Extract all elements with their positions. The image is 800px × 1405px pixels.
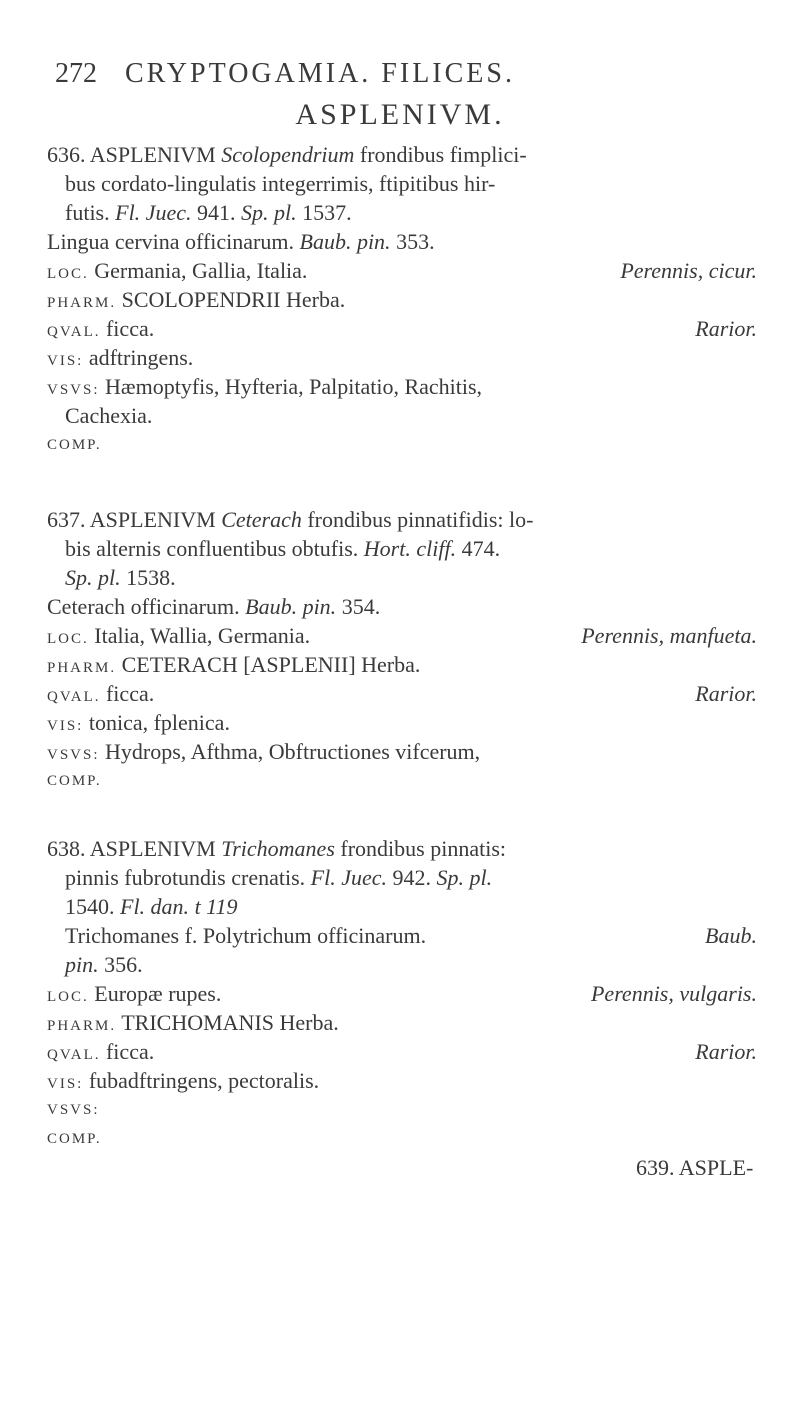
page-number: 272: [55, 58, 97, 89]
reference-number: 356.: [104, 952, 143, 977]
common-name: Ceterach officinarum.: [47, 594, 240, 619]
loc-note: Perennis, cicur.: [620, 258, 757, 283]
qval-note: Rarior.: [695, 1039, 757, 1064]
pharm-value: SCOLOPENDRII Herba.: [121, 287, 346, 312]
pharm-label: PHARM.: [47, 1018, 117, 1034]
reference: Sp. pl.: [65, 565, 121, 590]
loc-label: LOC.: [47, 266, 89, 282]
pharm-value: TRICHOMANIS Herba.: [121, 1010, 339, 1035]
loc-label: LOC.: [47, 989, 89, 1005]
qval-value: ficca.: [105, 681, 155, 706]
qval-note: Rarior.: [695, 316, 757, 341]
running-title: CRYPTOGAMIA. FILICES.: [125, 58, 515, 89]
entry-number: 638.: [47, 836, 86, 861]
vsvs-line-2: Cachexia.: [65, 403, 153, 428]
species-name: Scolopendrium: [221, 142, 355, 167]
loc-line: [47, 981, 757, 1010]
pharm-label: PHARM.: [47, 660, 117, 676]
qval-label: QVAL.: [47, 1047, 101, 1063]
vsvs-value: Hydrops, Afthma, Obftructiones vifcerum,: [105, 739, 481, 764]
reference: Baub. pin.: [299, 229, 391, 254]
reference-number: 1540.: [65, 894, 115, 919]
loc-line: [47, 258, 757, 287]
common-ref-line: [65, 952, 143, 978]
loc-note: Perennis, manfueta.: [581, 623, 757, 648]
reference-line: [65, 565, 176, 591]
qval-note: Rarior.: [695, 681, 757, 706]
pharm-line: [47, 287, 345, 316]
vsvs-value: Hæmoptyfis, Hyfteria, Palpitatio, Rachitis,: [105, 374, 483, 399]
reference: Baub. pin.: [245, 594, 337, 619]
vsvs-label: VSVS:: [47, 382, 100, 398]
running-head: [55, 58, 755, 90]
description-line: bus cordato-lingulatis integerrimis, ftipitibus hir-: [65, 171, 496, 196]
reference-number: 354.: [341, 594, 381, 619]
comp-label: COMP.: [47, 773, 102, 789]
entry-heading: [47, 507, 533, 533]
species-name: Ceterach: [221, 507, 302, 532]
loc-value: Europæ rupes.: [94, 981, 222, 1006]
loc-note-part: vulgaris.: [679, 981, 757, 1006]
pharm-label: PHARM.: [47, 295, 117, 311]
vsvs-label: VSVS:: [47, 747, 100, 763]
vis-line: [47, 710, 230, 739]
loc-value: Germania, Gallia, Italia.: [94, 258, 308, 283]
reference: pin.: [65, 952, 99, 977]
qval-line: [47, 1039, 757, 1068]
vsvs-label: VSVS:: [47, 1102, 100, 1118]
qval-line: [47, 316, 757, 345]
loc-label: LOC.: [47, 631, 89, 647]
loc-note-part: Perennis,: [590, 981, 674, 1006]
species-name: Trichomanes: [221, 836, 335, 861]
entry-number: 637.: [47, 507, 86, 532]
loc-value: Italia, Wallia, Germania.: [94, 623, 311, 648]
description-line: [65, 865, 492, 891]
reference-line: [65, 200, 352, 226]
reference: Fl. dan.: [120, 894, 190, 919]
common-name-line: [65, 923, 757, 949]
entry-heading: [47, 142, 527, 168]
reference-number: 474.: [461, 536, 501, 561]
pharm-value: CETERACH [ASPLENII] Herba.: [121, 652, 421, 677]
reference-number: 942.: [392, 865, 431, 890]
reference-number: 1537.: [302, 200, 352, 225]
vis-value: tonica, fplenica.: [88, 710, 230, 735]
reference: Hort. cliff.: [363, 536, 457, 561]
qval-value: ficca.: [105, 316, 155, 341]
description-line: [65, 536, 500, 562]
comp-label: COMP.: [47, 437, 102, 453]
vis-label: VIS:: [47, 718, 84, 734]
description-end: bis alternis confluentibus obtufis.: [65, 536, 359, 561]
vsvs-line: [47, 739, 480, 768]
vis-value: fubadftringens, pectoralis.: [88, 1068, 320, 1093]
description: frondibus pinnatifidis: lo-: [307, 507, 534, 532]
entry-number: 636.: [47, 142, 86, 167]
vis-line: [47, 345, 193, 374]
description-end: futis.: [65, 200, 110, 225]
entry-heading: [47, 836, 506, 862]
catchword: 639. ASPLE-: [636, 1155, 754, 1180]
genus-name: ASPLENIVM: [89, 836, 216, 861]
genus-name: ASPLENIVM: [89, 507, 216, 532]
qval-value: ficca.: [105, 1039, 155, 1064]
pharm-line: [47, 1010, 339, 1039]
comp-label: COMP.: [47, 1131, 102, 1147]
reference-number: 353.: [396, 229, 435, 254]
reference: Sp. pl.: [436, 865, 493, 890]
section-title: ASPLENIVM.: [295, 98, 505, 131]
reference-number: 1538.: [126, 565, 176, 590]
reference-number: 941.: [196, 200, 236, 225]
reference: Baub.: [705, 923, 757, 948]
genus-name: ASPLENIVM: [89, 142, 216, 167]
vsvs-line: [47, 374, 482, 403]
reference: Fl. Juec.: [115, 200, 192, 225]
vis-line: [47, 1068, 319, 1097]
common-name-line: [47, 594, 380, 620]
description-end: pinnis fubrotundis crenatis.: [65, 865, 306, 890]
description: frondibus fimplici-: [359, 142, 527, 167]
reference: Fl. Juec.: [310, 865, 387, 890]
loc-line: [47, 623, 757, 652]
vis-value: adftringens.: [88, 345, 194, 370]
common-name: Lingua cervina officinarum.: [47, 229, 294, 254]
loc-note: [591, 981, 757, 1007]
reference-number: t 119: [194, 894, 238, 919]
qval-label: QVAL.: [47, 689, 101, 705]
description: frondibus pinnatis:: [340, 836, 506, 861]
common-name: Trichomanes f. Polytrichum officinarum.: [65, 923, 427, 948]
vis-label: VIS:: [47, 1076, 84, 1092]
reference-line: [65, 894, 238, 920]
common-name-line: [47, 229, 435, 255]
vis-label: VIS:: [47, 353, 84, 369]
reference: Sp. pl.: [240, 200, 297, 225]
pharm-line: [47, 652, 420, 681]
qval-line: [47, 681, 757, 710]
qval-label: QVAL.: [47, 324, 101, 340]
